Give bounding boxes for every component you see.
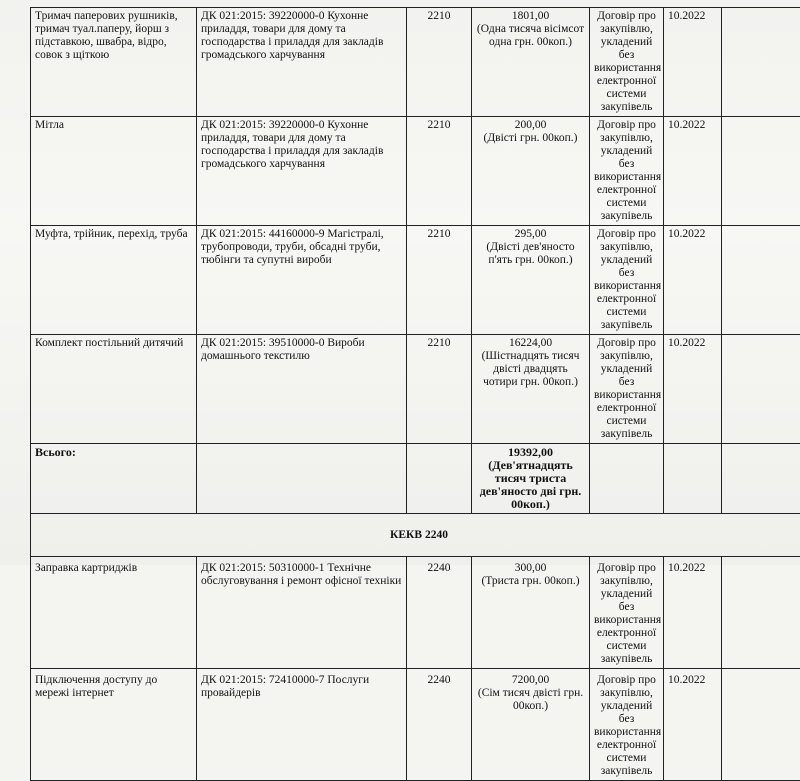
- item-code: ДК 021:2015: 72410000-7 Послуги провайдерів: [197, 669, 407, 781]
- item-amount-words: (Триста грн. 00коп.): [476, 575, 585, 588]
- item-code: ДК 021:2015: 44160000-9 Магістралі, трубопроводи, труби, обсадні труби, тюбінги та супутні вироби: [197, 226, 407, 335]
- item-amount-words: (Двісті грн. 00коп.): [476, 132, 585, 145]
- item-name: Тримач паперових рушників, тримач туал.паперу, йорш з підставкою, швабра, відро, совок з щіткою: [31, 8, 197, 117]
- table-row: [31, 226, 800, 335]
- item-kekv: 2210: [407, 226, 472, 335]
- item-amount-words: (Сім тисяч двісті грн. 00коп.): [476, 687, 585, 713]
- item-amount-words: (Шістнадцять тисяч двісті двадцять чотири грн. 00коп.): [476, 350, 585, 389]
- item-amount: 16224,00: [476, 337, 585, 350]
- item-name: Підключення доступу до мережі інтернет: [31, 669, 197, 781]
- total-row: [31, 444, 800, 514]
- item-code: ДК 021:2015: 39510000-0 Вироби домашнього текстилю: [197, 335, 407, 444]
- item-notes: [722, 226, 800, 335]
- item-notes: [722, 335, 800, 444]
- total-empty-code: [197, 444, 407, 514]
- item-date: 10.2022: [664, 117, 722, 226]
- item-date: 10.2022: [664, 335, 722, 444]
- table-row: [31, 669, 800, 781]
- item-code: ДК 021:2015: 50310000-1 Технічне обслуговування і ремонт офісної техніки: [197, 557, 407, 669]
- total-empty-method: [590, 444, 664, 514]
- item-method: Договір про закупівлю, укладений без використання електронної системи закупівель: [590, 8, 664, 117]
- item-name: Заправка картриджів: [31, 557, 197, 669]
- item-kekv: 2240: [407, 669, 472, 781]
- item-date: 10.2022: [664, 669, 722, 781]
- item-amount: 200,00: [476, 119, 585, 132]
- table-row: [31, 8, 800, 117]
- item-name: Мітла: [31, 117, 197, 226]
- item-amount-words: (Двісті дев'яносто п'ять грн. 00коп.): [476, 241, 585, 267]
- item-date: 10.2022: [664, 8, 722, 117]
- item-sum: [472, 226, 590, 335]
- item-code: ДК 021:2015: 39220000-0 Кухонне приладдя, товари для дому та господарства і приладдя для закладів громадського харчування: [197, 117, 407, 226]
- item-sum: [472, 117, 590, 226]
- item-sum: [472, 669, 590, 781]
- item-method: Договір про закупівлю, укладений без використання електронної системи закупівель: [590, 226, 664, 335]
- table-row: [31, 557, 800, 669]
- total-amount: 19392,00: [476, 446, 585, 459]
- item-kekv: 2210: [407, 117, 472, 226]
- item-sum: [472, 335, 590, 444]
- total-empty-notes: [722, 444, 800, 514]
- total-empty-date: [664, 444, 722, 514]
- table-row: [31, 335, 800, 444]
- item-amount-words: (Одна тисяча вісімсот одна грн. 00коп.): [476, 23, 585, 49]
- item-kekv: 2210: [407, 335, 472, 444]
- item-method: Договір про закупівлю, укладений без використання електронної системи закупівель: [590, 557, 664, 669]
- total-amount-words: (Дев'ятнадцять тисяч триста дев'яносто дві грн. 00коп.): [476, 459, 585, 511]
- item-amount: 1801,00: [476, 10, 585, 23]
- item-method: Договір про закупівлю, укладений без використання електронної системи закупівель: [590, 335, 664, 444]
- item-amount: 295,00: [476, 228, 585, 241]
- item-sum: [472, 557, 590, 669]
- section-header-row: [31, 514, 800, 557]
- item-name: Комплект постільний дитячий: [31, 335, 197, 444]
- procurement-table: [30, 7, 800, 781]
- item-amount: 7200,00: [476, 674, 585, 687]
- item-sum: [472, 8, 590, 117]
- item-name: Муфта, трійник, перехід, труба: [31, 226, 197, 335]
- item-code: ДК 021:2015: 39220000-0 Кухонне приладдя, товари для дому та господарства і приладдя для закладів громадського харчування: [197, 8, 407, 117]
- item-notes: [722, 669, 800, 781]
- item-date: 10.2022: [664, 557, 722, 669]
- item-kekv: 2210: [407, 8, 472, 117]
- item-method: Договір про закупівлю, укладений без використання електронної системи закупівель: [590, 669, 664, 781]
- table-row: [31, 117, 800, 226]
- item-kekv: 2240: [407, 557, 472, 669]
- item-notes: [722, 117, 800, 226]
- item-date: 10.2022: [664, 226, 722, 335]
- total-empty-kekv: [407, 444, 472, 514]
- item-notes: [722, 8, 800, 117]
- section-label: КЕКВ 2240: [31, 514, 800, 557]
- total-sum: [472, 444, 590, 514]
- item-method: Договір про закупівлю, укладений без використання електронної системи закупівель: [590, 117, 664, 226]
- total-label: Всього:: [31, 444, 197, 514]
- item-amount: 300,00: [476, 562, 585, 575]
- item-notes: [722, 557, 800, 669]
